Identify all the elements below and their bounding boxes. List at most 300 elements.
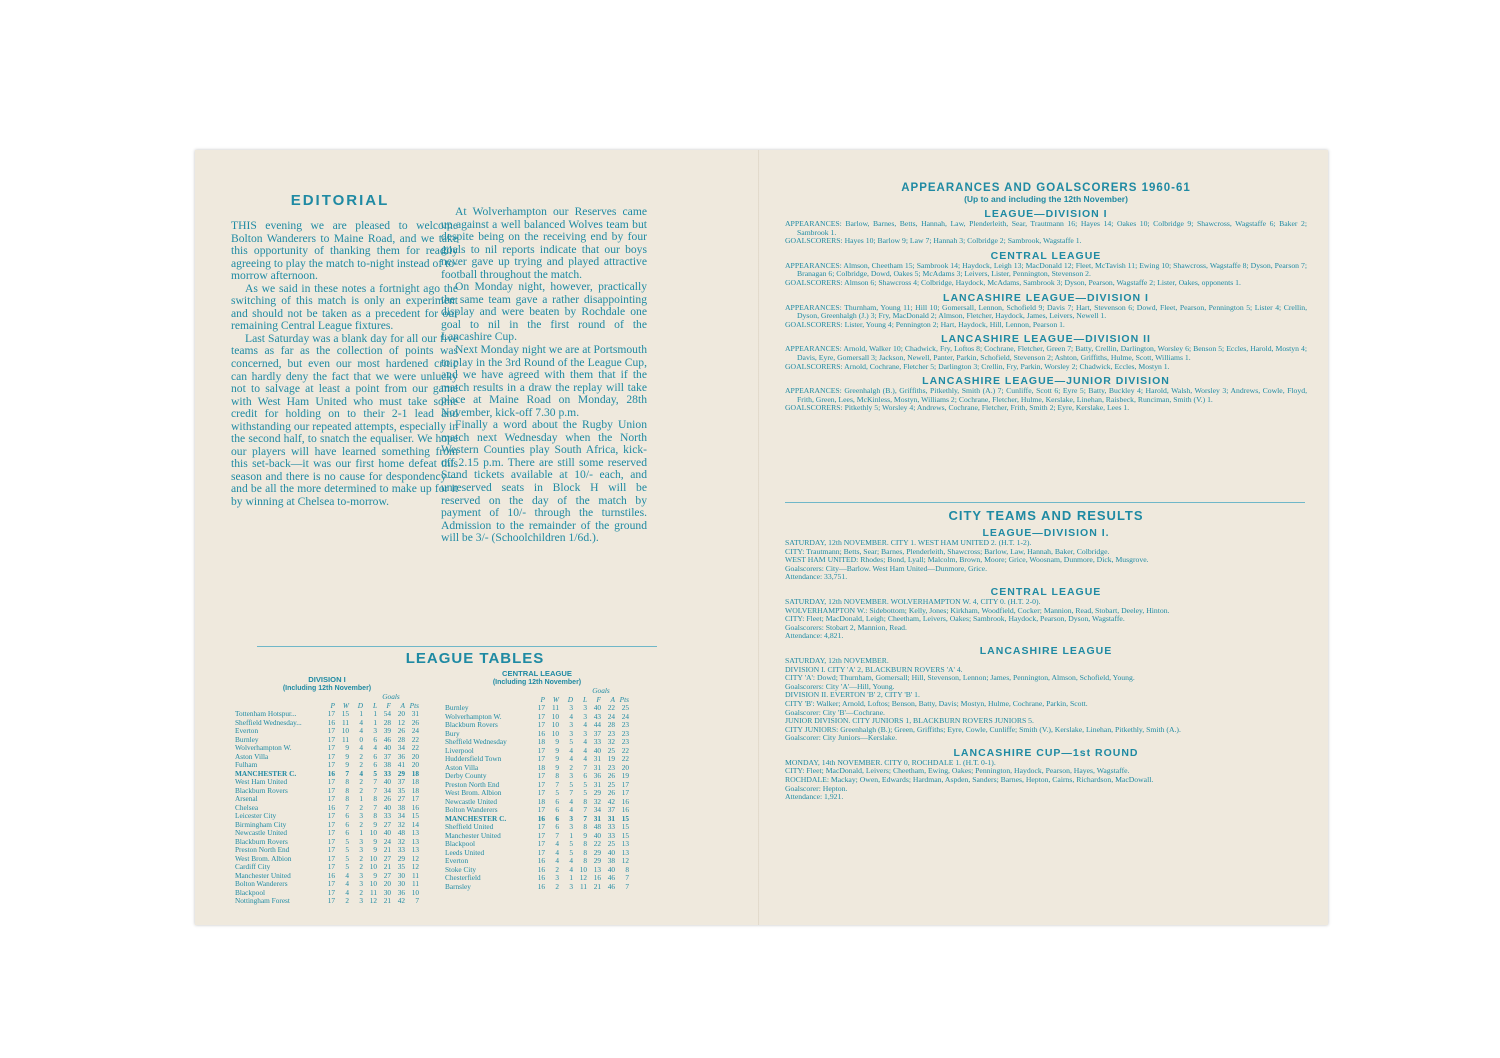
stat-cell: 20 [411, 751, 419, 761]
table-row [235, 753, 419, 762]
stat-cell: 28 [607, 720, 615, 729]
team-name: Burnley [445, 704, 469, 712]
stat-cell: 2 [359, 853, 363, 863]
stat-cell: 4 [569, 796, 573, 806]
stat-cell: 7 [415, 896, 419, 905]
stat-cell: 10 [369, 828, 377, 837]
stat-cell: 13 [593, 864, 601, 874]
stat-cell: 36 [593, 771, 601, 780]
stat-cell: 8 [583, 856, 587, 865]
result-line: CITY: Fleet; MacDonald, Leigh; Cheetham, Leivers, Oakes; Sambrook, Haydock, Pearson, Dyson, Wagstaffe. [785, 614, 1125, 624]
stat-cell: 21 [383, 845, 391, 854]
stat-cell: 34 [397, 811, 405, 820]
stat-cell: 17 [327, 845, 335, 854]
stat-cell: 24 [621, 711, 629, 721]
stat-cell: 9 [345, 760, 349, 769]
table-subcaption: (Including 12th November) [492, 678, 582, 686]
table-row [235, 846, 419, 855]
stat-cell: 17 [327, 751, 335, 761]
team-name: Stoke City [445, 865, 477, 874]
table-row [235, 829, 419, 838]
editorial-paragraph: At Wolverhampton our Reserves came up against a well balanced Wolves team but despite being on the receiving end by four goals to nil reports indicate that our boys never gave up trying and played attractive football throughout the match. [441, 205, 647, 281]
stat-cell: 29 [397, 768, 405, 778]
stat-cell: 5 [583, 779, 587, 789]
result-line: Goalscorers: City—Barlow. West Ham United—Dunmore, Grice. [785, 563, 987, 573]
stat-cell: 0 [359, 734, 363, 744]
stat-cell: 46 [383, 734, 391, 744]
stat-cell: 9 [373, 870, 377, 880]
team-name: Newcastle United [235, 829, 288, 837]
stat-cell: 11 [411, 870, 419, 880]
column-header: D [357, 700, 363, 710]
column-header: F [596, 694, 601, 704]
stat-cell: 4 [583, 745, 587, 755]
team-name: Newcastle United [445, 797, 498, 806]
table-row [235, 872, 419, 881]
result-line: Goalscorer: City 'B'—Cochrane. [785, 707, 885, 717]
stat-cell: 17 [327, 734, 335, 744]
stat-cell: 17 [537, 745, 545, 755]
table-subcaption: (Including 12th November) [282, 684, 372, 692]
team-name: Blackburn Rovers [235, 837, 288, 846]
stat-cell: 17 [327, 785, 335, 795]
stat-cell: 5 [345, 845, 349, 854]
result-line: CITY 'B': Walker; Arnold, Loftos; Benson, Batty, Davis; Mostyn, Hulme, Cochrane, Parkin, Scott. [785, 698, 1088, 708]
stat-cell: 16 [327, 717, 335, 727]
stat-cell: 6 [345, 828, 349, 837]
league-tables-title: LEAGUE TABLES [405, 650, 545, 667]
appearances-subtitle: (Up to and including the 12th November) [964, 194, 1128, 204]
stat-cell: 37 [383, 751, 391, 761]
editorial-paragraph: As we said in these notes a fortnight ago the switching of this match is only an experiment and should not be taken as a precedent for our remaining Central League fixtures. [231, 281, 458, 333]
stat-cell: 23 [621, 720, 629, 729]
stat-cell: 4 [555, 839, 559, 848]
table-row [445, 874, 629, 883]
stat-cell: 9 [345, 743, 349, 752]
team-name: Blackburn Rovers [445, 721, 498, 729]
stat-cell: 48 [593, 822, 601, 831]
result-line: Goalscorers: Stobart 2, Mannion, Read. [785, 622, 907, 632]
table-row [235, 710, 419, 719]
stat-cell: 3 [569, 728, 573, 738]
stat-cell: 16 [593, 873, 601, 882]
column-header-row [235, 702, 419, 711]
team-name: West Ham United [235, 778, 288, 786]
team-name: Aston Villa [235, 752, 269, 761]
stat-cell: 17 [327, 887, 335, 897]
column-header: L [582, 694, 587, 704]
result-line: WOLVERHAMPTON W.: Sidebottom; Kelly, Jones; Kirkham, Woodfield, Cocker; Mannion, Read, Stobart, Deeley, Hinton. [785, 605, 1170, 615]
table-row [445, 730, 629, 739]
stat-cell: 42 [607, 796, 615, 806]
result-line: Goalscorers: City 'A'—Hill, Young. [785, 681, 895, 691]
stat-cell: 26 [607, 771, 615, 780]
stat-cell: 8 [583, 822, 587, 831]
stat-cell: 3 [569, 881, 573, 891]
stat-cell: 12 [397, 717, 405, 727]
stat-cell: 6 [583, 771, 587, 780]
section-heading: LANCASHIRE LEAGUE—DIVISION I [943, 291, 1149, 304]
stat-cell: 7 [583, 805, 587, 814]
stat-cell: 34 [593, 805, 601, 814]
page-fold [758, 150, 760, 925]
stat-cell: 54 [383, 709, 391, 718]
stat-cell: 17 [537, 847, 545, 857]
stat-cell: 48 [397, 828, 405, 837]
table-row [445, 815, 629, 824]
stat-cell: 7 [583, 762, 587, 772]
table-row [235, 880, 419, 889]
table-row [445, 789, 629, 798]
stat-cell: 17 [327, 819, 335, 829]
stat-cell: 14 [411, 819, 419, 829]
stat-cell: 18 [537, 762, 545, 772]
stat-cell: 10 [369, 862, 377, 871]
stat-cell: 9 [373, 836, 377, 846]
stat-cell: 1 [359, 794, 363, 803]
stat-cell: 9 [345, 751, 349, 761]
team-name: Manchester United [235, 871, 291, 880]
team-name: Sheffield Wednesday... [235, 718, 302, 727]
stat-cell: 4 [555, 856, 559, 865]
editorial-paragraph: THIS evening we are pleased to welcome Bolton Wanderers to Maine Road, and we take this opportunity of thanking them for readily agreeing to play the match to-night instead of to-morrow afternoon. [231, 219, 458, 283]
stat-cell: 17 [537, 771, 545, 780]
stat-cell: 4 [569, 864, 573, 874]
team-name: Leeds United [445, 848, 485, 857]
stat-cell: 8 [373, 794, 377, 803]
team-name: Tottenham Hotspur... [235, 710, 297, 718]
team-name: Everton [235, 727, 259, 735]
stat-cell: 7 [583, 813, 587, 823]
stat-cell: 6 [555, 822, 559, 831]
section-heading: LANCASHIRE LEAGUE [979, 644, 1113, 657]
stat-cell: 8 [583, 847, 587, 857]
stat-cell: 4 [583, 737, 587, 746]
goalscorers-list: GOALSCORERS: Pitkethly 5; Worsley 4; Andrews, Cochrane, Fletcher, Frith, Smith 2; Eyre, Kerslake, Lees 1. [785, 403, 1130, 413]
stat-cell: 12 [579, 873, 587, 882]
stat-cell: 9 [555, 745, 559, 755]
goals-header-row [445, 687, 629, 696]
team-name: Preston North End [445, 780, 500, 789]
table-row [235, 719, 419, 728]
section-heading: LANCASHIRE CUP—1st ROUND [953, 746, 1139, 759]
stat-cell: 3 [569, 703, 573, 712]
team-name: Blackpool [235, 888, 265, 897]
appearances-list: APPEARANCES: Greenhalgh (B.), Griffiths, Pitkethly, Smith (A.) 7; Cunliffe, Scott 6; Eyre 5; Batty, Buckley 4; Harold, Walsh, Worsley 3; Andrews, Cowle, Floyd, Frith, Green, Lees, McKinless, Mostyn, Williams 2; Cochrane, Fletcher, Hulme, Kerslake, Linehan, Raisbeck, Runciman, Smith (V.) 1. [785, 386, 1307, 404]
table-row [445, 721, 629, 730]
stat-cell: 7 [555, 830, 559, 840]
stat-cell: 25 [607, 745, 615, 755]
stat-cell: 26 [397, 726, 405, 735]
goals-header-row [235, 693, 419, 702]
stat-cell: 38 [397, 802, 405, 812]
stat-cell: 11 [369, 887, 377, 897]
stat-cell: 17 [537, 822, 545, 831]
stat-cell: 17 [411, 794, 419, 803]
stat-cell: 37 [593, 728, 601, 738]
table-row [445, 823, 629, 832]
stat-cell: 3 [555, 873, 559, 882]
stat-cell: 1 [569, 830, 573, 840]
team-name: Liverpool [445, 746, 474, 755]
stat-cell: 17 [327, 794, 335, 803]
stat-cell: 10 [579, 864, 587, 874]
table-row [445, 883, 629, 892]
stat-cell: 2 [359, 819, 363, 829]
stat-cell: 5 [583, 788, 587, 797]
table-row [445, 832, 629, 841]
stat-cell: 1 [359, 709, 363, 718]
stat-cell: 3 [359, 845, 363, 854]
stat-cell: 33 [383, 811, 391, 820]
stat-cell: 33 [397, 845, 405, 854]
stat-cell: 33 [607, 822, 615, 831]
stat-cell: 9 [555, 737, 559, 746]
stat-cell: 16 [411, 802, 419, 812]
stat-cell: 5 [345, 853, 349, 863]
table-row [445, 866, 629, 875]
section-heading: CENTRAL LEAGUE [990, 249, 1102, 262]
stat-cell: 1 [359, 828, 363, 837]
editorial-paragraph: Last Saturday was a blank day for all our five teams as far as the collection of points was concerned, but even our most hardened critic can hardly deny the fact that we were unlucky not to salvage at least a point from our game with West Ham United who must take some credit for holding on to their 2-1 lead and withstanding our repeated attempts, especially in the second half, to snatch the equaliser. We hope our players will have learned something from this set-back—it was our first home defeat this season and there is no cause for despondency—and be all the more determined to make up for it by winning at Chelsea to-morrow. [231, 331, 458, 509]
teams-title: CITY TEAMS AND RESULTS [948, 508, 1144, 523]
stat-cell: 2 [555, 881, 559, 891]
stat-cell: 4 [345, 879, 349, 888]
stat-cell: 8 [583, 839, 587, 848]
result-line: SATURDAY, 12th NOVEMBER. WOLVERHAMPTON W. 4, CITY 0. (H.T. 2-0). [785, 596, 1041, 606]
stat-cell: 15 [621, 822, 629, 831]
table-row [445, 798, 629, 807]
stat-cell: 25 [621, 703, 629, 712]
editorial-paragraph: Next Monday night we are at Portsmouth to play in the 3rd Round of the League Cup, and we have agreed with them that if the match results in a draw the replay will take place at Maine Road on Monday, 28th November, kick-off 7.30 p.m. [441, 343, 647, 419]
stat-cell: 16 [537, 856, 545, 865]
team-name: West Brom. Albion [445, 789, 502, 797]
stat-cell: 17 [327, 709, 335, 718]
divider [785, 502, 1305, 503]
stat-cell: 33 [593, 737, 601, 746]
column-header: F [386, 700, 391, 710]
stat-cell: 20 [621, 762, 629, 772]
table-row [235, 804, 419, 813]
stat-cell: 17 [327, 743, 335, 752]
team-name: Wolverhampton W. [445, 712, 502, 721]
stat-cell: 1 [373, 717, 377, 727]
stat-cell: 23 [621, 737, 629, 746]
table-row [235, 812, 419, 821]
stat-cell: 6 [373, 734, 377, 744]
stat-cell: 3 [569, 720, 573, 729]
stat-cell: 4 [345, 870, 349, 880]
stat-cell: 36 [397, 751, 405, 761]
stat-cell: 24 [411, 726, 419, 735]
team-name: Preston North End [235, 846, 290, 854]
stat-cell: 37 [607, 805, 615, 814]
team-name: Wolverhampton W. [235, 744, 292, 752]
stat-cell: 12 [411, 853, 419, 863]
stat-cell: 43 [593, 711, 601, 721]
goalscorers-list: GOALSCORERS: Lister, Young 4; Pennington 2; Hart, Haydock, Hill, Lennon, Pearson 1. [785, 319, 1065, 329]
stat-cell: 9 [373, 845, 377, 854]
stat-cell: 8 [345, 785, 349, 795]
stat-cell: 1 [569, 873, 573, 882]
stat-cell: 11 [579, 881, 587, 891]
stat-cell: 17 [537, 779, 545, 789]
goals-label: Goals [592, 686, 610, 695]
table-row [235, 770, 419, 779]
stat-cell: 16 [537, 813, 545, 823]
stat-cell: 6 [373, 751, 377, 761]
editorial-paragraph: Finally a word about the Rugby Union match next Wednesday when the North Western Counties play South Africa, kick-off 2.15 p.m. There are still some reserved Stand tickets available at 10/- each, and unreserved seats in Block H will be reserved on the day of the match by payment of 10/- through the turnstiles. Admission to the remainder of the ground will be 3/- (Schoolchildren 1/6d.). [441, 418, 647, 545]
stat-cell: 16 [537, 864, 545, 874]
stat-cell: 46 [607, 873, 615, 882]
stat-cell: 7 [625, 873, 629, 882]
stat-cell: 17 [537, 754, 545, 763]
stat-cell: 8 [345, 777, 349, 786]
appearances-list: APPEARANCES: Arnold, Walker 10; Chadwick, Fry, Loftos 8; Cochrane, Fletcher, Green 7; Batty, Crellin, Darlington, Worsley 6; Benson 5; Eccles, Harold, Mostyn 4; Davis, Eyre, Gomersall 3; Jackson, Newell, Panter, Parkin, Schofield, Stevenson 2; Ashton, Griffiths, Hulme, Scott, Williams 1. [785, 344, 1307, 362]
goalscorers-list: GOALSCORERS: Hayes 10; Barlow 9; Law 7; Hannah 3; Colbridge 2; Sambrook, Wagstaffe 1. [785, 236, 1082, 246]
team-name: MANCHESTER C. [445, 814, 507, 823]
team-name: Bolton Wanderers [445, 806, 498, 814]
stat-cell: 10 [369, 853, 377, 863]
stat-cell: 5 [569, 839, 573, 848]
stat-cell: 16 [621, 796, 629, 806]
table-row [235, 897, 419, 906]
stat-cell: 8 [625, 864, 629, 874]
header-spacer [445, 696, 531, 705]
programme-sheet [195, 150, 1328, 925]
stat-cell: 2 [359, 777, 363, 786]
stat-cell: 26 [383, 794, 391, 803]
stat-cell: 20 [383, 879, 391, 888]
result-line: SATURDAY, 12th NOVEMBER. [785, 655, 889, 665]
stat-cell: 18 [411, 785, 419, 795]
table-row [235, 761, 419, 770]
result-line: CITY: Fleet; MacDonald, Leivers; Cheetham, Ewing, Oakes; Pennington, Haydock, Pearson, Hayes, Wagstaffe. [785, 766, 1130, 776]
stat-cell: 27 [397, 794, 405, 803]
section-heading: LEAGUE—DIVISION I. [982, 527, 1110, 539]
section-heading: LEAGUE—DIVISION I [984, 208, 1108, 220]
stat-cell: 7 [373, 785, 377, 795]
stat-cell: 3 [569, 822, 573, 831]
stat-cell: 26 [411, 717, 419, 727]
stat-cell: 2 [569, 762, 573, 772]
result-line: CITY JUNIORS: Greenhalgh (B.); Green, Griffiths; Eyre, Cowle, Cunliffe; Smith (V.), Kerslake, Linehan, Pitkethly, Smith (A.). [785, 724, 1181, 734]
stat-cell: 2 [359, 887, 363, 897]
table-row [235, 744, 419, 753]
table-row [235, 736, 419, 745]
editorial-column-1 [231, 220, 458, 509]
stat-cell: 6 [555, 813, 559, 823]
stat-cell: 44 [593, 720, 601, 729]
stat-cell: 4 [583, 754, 587, 763]
stat-cell: 13 [621, 847, 629, 857]
stat-cell: 18 [411, 777, 419, 786]
stat-cell: 8 [345, 794, 349, 803]
stat-cell: 5 [345, 862, 349, 871]
stat-cell: 6 [555, 796, 559, 806]
stat-cell: 8 [583, 796, 587, 806]
team-name: Derby County [445, 772, 487, 780]
table-row [445, 840, 629, 849]
stat-cell: 2 [359, 862, 363, 871]
stat-cell: 10 [551, 728, 559, 738]
stat-cell: 23 [607, 762, 615, 772]
teams-section [785, 508, 1307, 802]
table-row [235, 838, 419, 847]
stat-cell: 31 [593, 762, 601, 772]
stat-cell: 34 [397, 743, 405, 752]
stat-cell: 24 [383, 836, 391, 846]
team-name: Aston Villa [445, 763, 479, 772]
stat-cell: 18 [537, 796, 545, 806]
stat-cell: 40 [593, 703, 601, 712]
table-row [445, 849, 629, 858]
column-header: P [330, 700, 335, 710]
appearances-title: APPEARANCES AND GOALSCORERS 1960-61 [901, 182, 1191, 194]
appearances-list: APPEARANCES: Thurnham, Young 11; Hill 10; Gomersall, Lennon, Schofield 9; Davis 7; Hart, Stevenson 6; Dowd, Fleet, Pearson, Pennington 5; Lister 4; Crellin, Dyson, Greenhalgh (J.) 3; Fry, MacDonald 2; Almson, Fletcher, Haydock, James, Leivers, Newell 1. [785, 302, 1307, 321]
stat-cell: 40 [593, 830, 601, 840]
stat-cell: 16 [327, 802, 335, 812]
header-spacer [445, 687, 531, 696]
stat-cell: 2 [359, 760, 363, 769]
team-name: Fulham [235, 761, 258, 769]
header-spacer [235, 693, 321, 702]
stat-cell: 31 [411, 709, 419, 718]
column-header: A [400, 700, 405, 710]
stat-cell: 15 [341, 709, 349, 718]
stat-cell: 9 [555, 754, 559, 763]
stat-cell: 22 [411, 743, 419, 752]
stat-cell: 3 [359, 836, 363, 846]
stat-cell: 16 [621, 805, 629, 814]
stat-cell: 32 [593, 796, 601, 806]
stat-cell: 16 [327, 870, 335, 880]
stat-cell: 19 [607, 754, 615, 763]
stat-cell: 7 [555, 779, 559, 789]
stat-cell: 5 [569, 847, 573, 857]
divider [257, 646, 657, 647]
stat-cell: 18 [411, 768, 419, 778]
table-row [445, 738, 629, 747]
stat-cell: 35 [397, 785, 405, 795]
stat-cell: 36 [397, 887, 405, 897]
stat-cell: 4 [359, 743, 363, 752]
stat-cell: 11 [411, 879, 419, 888]
result-line: WEST HAM UNITED: Rhodes; Bond, Lyall; Malcolm, Brown, Moore; Grice, Woosnam, Dunmore, Dick, Musgrove. [785, 555, 1149, 565]
goalscorers-list: GOALSCORERS: Arnold, Cochrane, Fletcher 5; Darlington 3; Crellin, Fry, Parkin, Worsley 2; Chadwick, Eccles, Mostyn 1. [785, 361, 1170, 371]
team-name: Sheffield Wednesday [445, 738, 507, 746]
stat-cell: 28 [397, 734, 405, 744]
result-line: JUNIOR DIVISION. CITY JUNIORS 1, BLACKBURN ROVERS JUNIORS 5. [785, 716, 1034, 726]
table-row [235, 889, 419, 898]
result-line: Attendance: 33,751. [785, 572, 848, 582]
stat-cell: 17 [537, 711, 545, 721]
table-row [445, 755, 629, 764]
section-heading: LANCASHIRE LEAGUE—JUNIOR DIVISION [922, 375, 1170, 388]
standings-table [235, 693, 419, 906]
stat-cell: 16 [537, 728, 545, 738]
table-row [235, 795, 419, 804]
stat-cell: 5 [555, 788, 559, 797]
central-league-table [445, 670, 629, 891]
stat-cell: 30 [397, 879, 405, 888]
goalscorers-list: GOALSCORERS: Almson 6; Shawcross 4; Colbridge, Haydock, McAdams, Sambrook 3; Dyson, Pearson, Wagstaffe 2; Lister, Oakes, opponents 1. [785, 277, 1241, 287]
team-name: Leicester City [235, 812, 277, 820]
team-name: West Brom. Albion [235, 854, 292, 863]
stat-cell: 13 [621, 839, 629, 848]
stat-cell: 20 [397, 709, 405, 718]
stat-cell: 21 [383, 862, 391, 871]
